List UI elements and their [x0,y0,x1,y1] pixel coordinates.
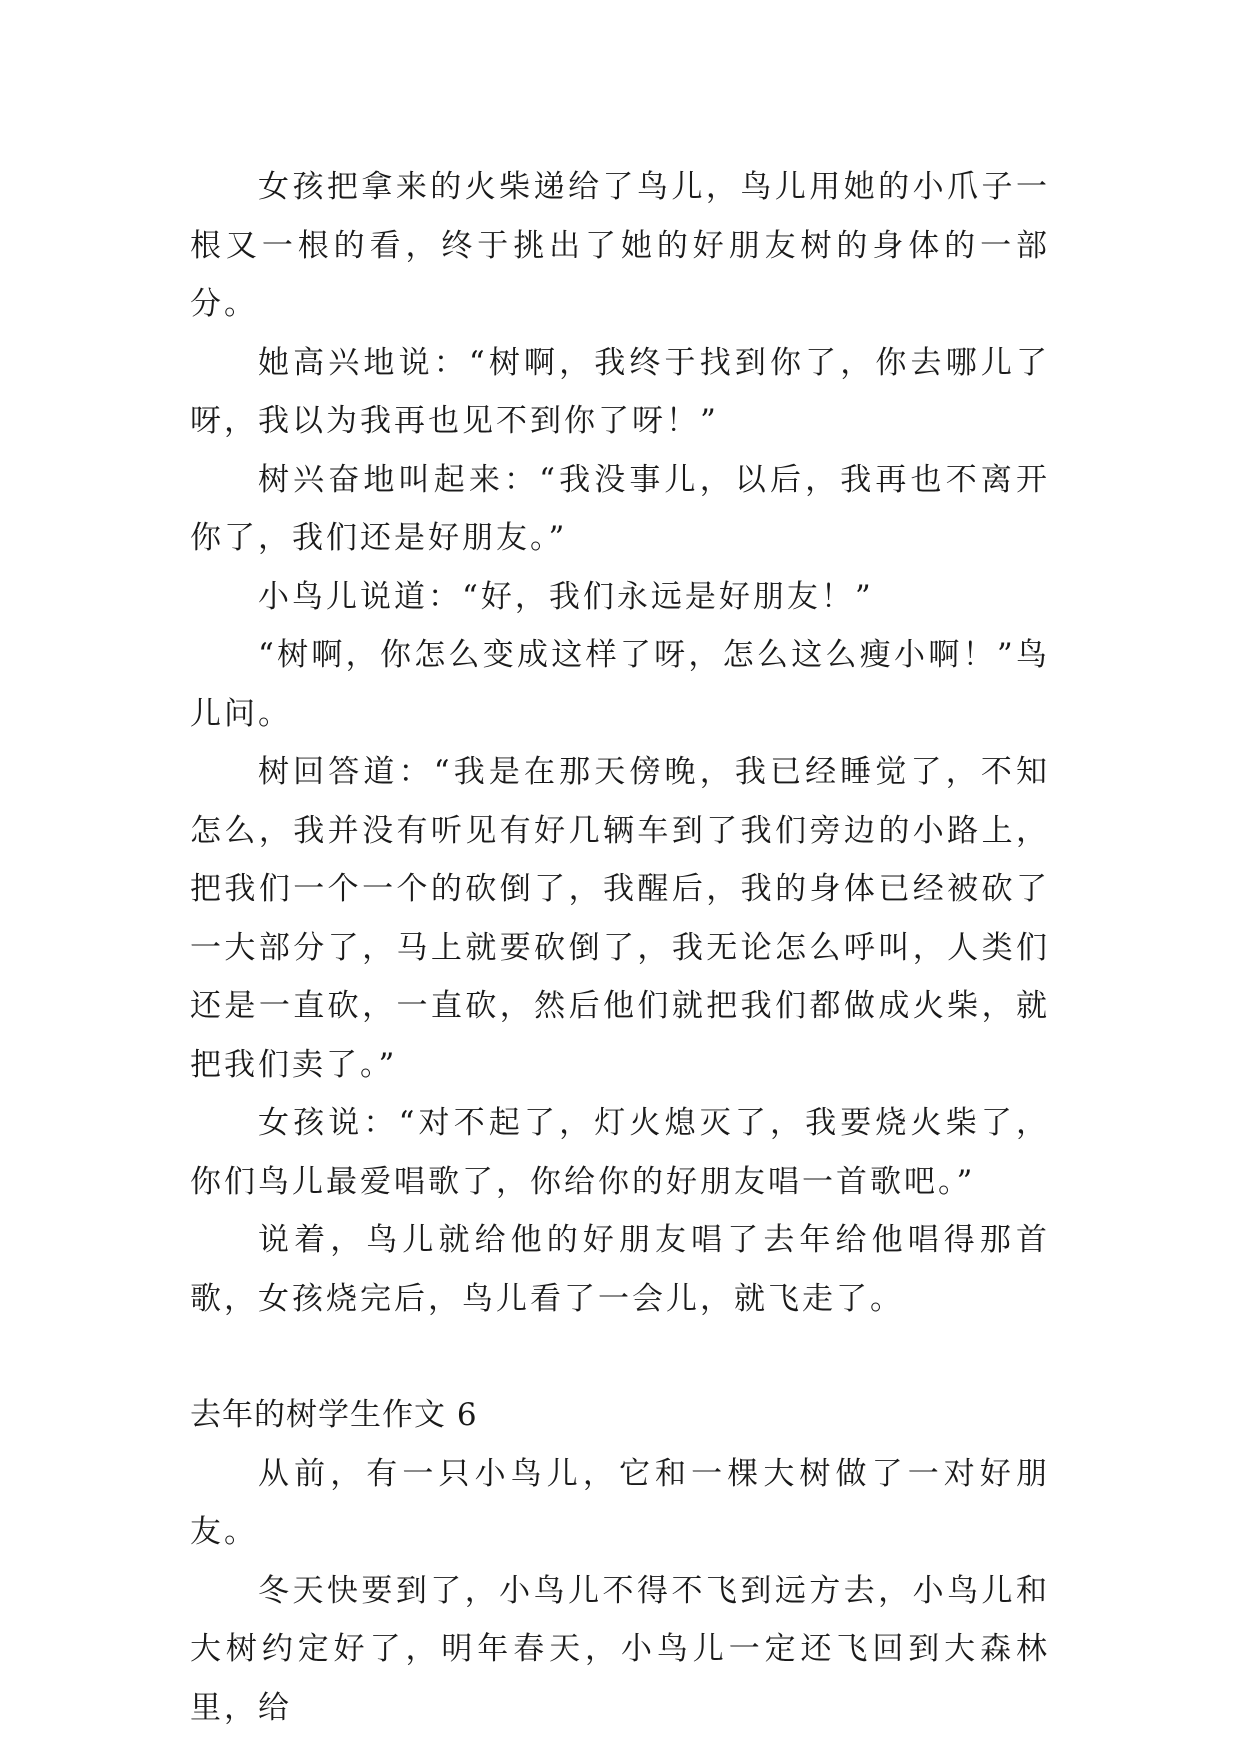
paragraph: 冬天快要到了，小鸟儿不得不飞到远方去，小鸟儿和大树约定好了，明年春天，小鸟儿一定还飞回到大森林里，给 [190,1572,1050,1726]
paragraph: 树回答道：“我是在那天傍晚，我已经睡觉了，不知怎么，我并没有听见有好几辆车到了我们旁边的小路上，把我们一个一个的砍倒了，我醒后，我的身体已经被砍了一大部分了，马上就要砍倒了，我无论怎么呼叫，人类们还是一直砍，一直砍，然后他们就把我们都做成火柴，就把我们卖了。” [190,754,1050,1083]
paragraph: 女孩说：“对不起了，灯火熄灭了，我要烧火柴了，你们鸟儿最爱唱歌了，你给你的好朋友唱一首歌吧。” [190,1105,1050,1200]
paragraph: 从前，有一只小鸟儿，它和一棵大树做了一对好朋友。 [190,1455,1050,1550]
paragraph: 树兴奋地叫起来：“我没事儿，以后，我再也不离开你了，我们还是好朋友。” [190,461,1050,556]
section-title: 去年的树学生作文 6 [190,1397,478,1433]
paragraph: “树啊，你怎么变成这样了呀，怎么这么瘦小啊！”鸟儿问。 [190,637,1050,732]
paragraph: 她高兴地说：“树啊，我终于找到你了，你去哪儿了呀，我以为我再也见不到你了呀！” [190,344,1050,439]
paragraph: 女孩把拿来的火柴递给了鸟儿，鸟儿用她的小爪子一根又一根的看，终于挑出了她的好朋友树的身体的一部分。 [190,169,1050,322]
document-body [190,158,1050,1737]
paragraph: 说着，鸟儿就给他的好朋友唱了去年给他唱得那首歌，女孩烧完后，鸟儿看了一会儿，就飞走了。 [190,1222,1050,1317]
paragraph: 小鸟儿说道：“好，我们永远是好朋友！” [258,578,874,615]
